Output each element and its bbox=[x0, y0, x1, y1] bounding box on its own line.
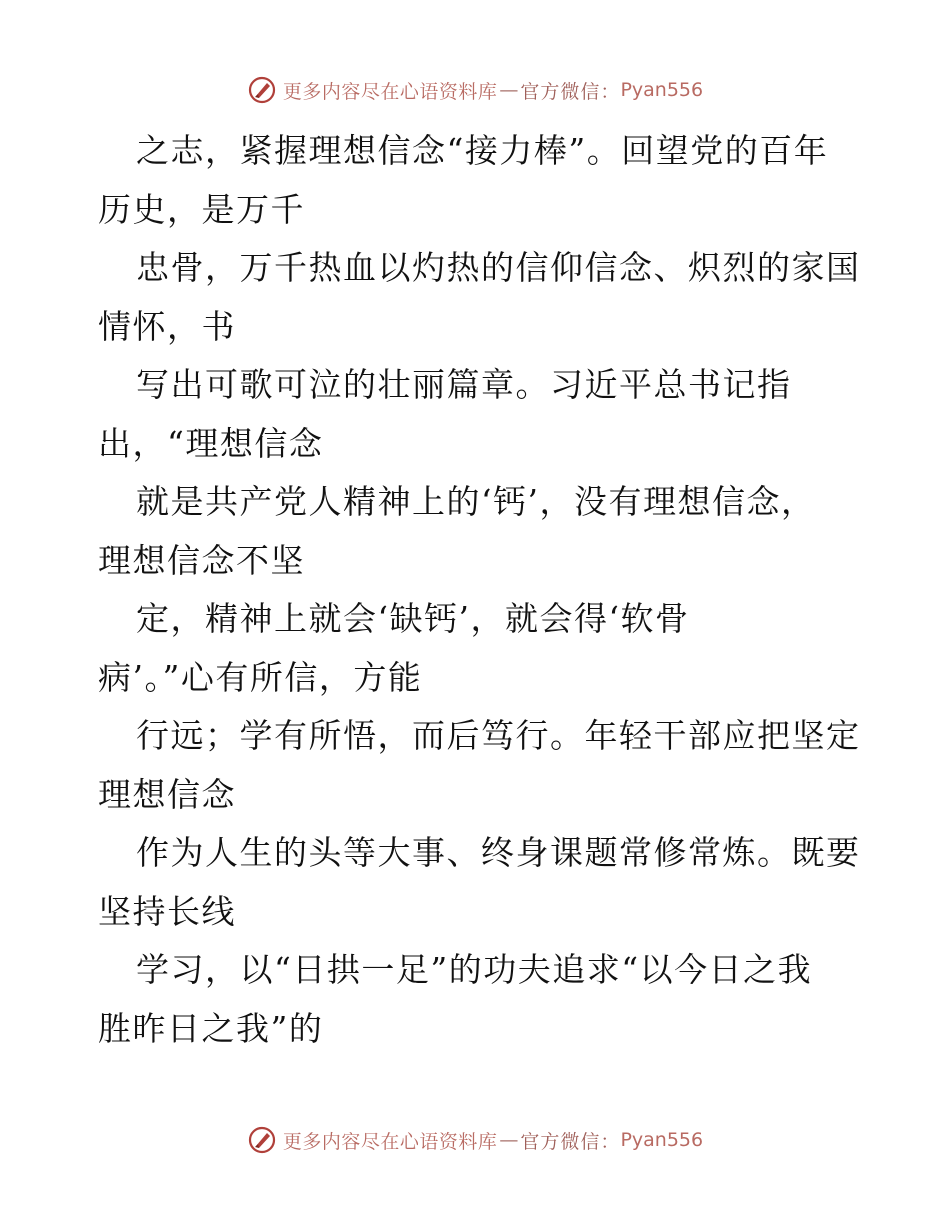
paragraph-first-line: 作为人生的头等大事、终身课题常修常炼。既要 bbox=[136, 833, 861, 872]
paragraph bbox=[98, 356, 868, 473]
paragraph-continuation: 历史，是万千 bbox=[98, 189, 305, 229]
header-site-text: 更多内容尽在心语资料库 bbox=[282, 80, 498, 103]
footer-banner bbox=[0, 1122, 950, 1158]
footer-site-text: 更多内容尽在心语资料库 bbox=[282, 1130, 498, 1153]
paragraph bbox=[98, 239, 868, 356]
header-wechat-id: Pyan556 bbox=[620, 79, 704, 101]
footer-dash: — bbox=[499, 1129, 519, 1151]
paragraph-first-line: 就是共产党人精神上的‘钙’，没有理想信念， bbox=[136, 482, 816, 521]
paragraph-continuation: 病’。”心有所信，方能 bbox=[98, 657, 423, 697]
paragraph bbox=[98, 122, 868, 239]
paragraph-first-line: 定，精神上就会‘缺钙’，就会得‘软骨 bbox=[136, 599, 690, 638]
article-body bbox=[98, 122, 868, 1058]
header-official-label: 官方微信： bbox=[520, 80, 621, 103]
footer-official-label: 官方微信： bbox=[520, 1130, 621, 1153]
pen-nib-logo-icon bbox=[247, 75, 277, 105]
paragraph-first-line: 学习，以“日拱一足”的功夫追求“以今日之我 bbox=[136, 950, 813, 989]
paragraph bbox=[98, 473, 868, 590]
paragraph-continuation: 理想信念 bbox=[98, 774, 236, 814]
paragraph-first-line: 之志，紧握理想信念“接力棒”。回望党的百年 bbox=[136, 131, 829, 170]
pen-nib-logo-icon bbox=[247, 1125, 277, 1155]
paragraph-continuation: 情怀，书 bbox=[98, 306, 236, 346]
header-banner bbox=[0, 72, 950, 108]
paragraph bbox=[98, 941, 868, 1058]
paragraph-first-line: 写出可歌可泣的壮丽篇章。习近平总书记指 bbox=[136, 365, 792, 404]
paragraph-first-line: 行远；学有所悟，而后笃行。年轻干部应把坚定 bbox=[136, 716, 861, 755]
paragraph bbox=[98, 824, 868, 941]
header-dash: — bbox=[499, 79, 519, 101]
paragraph-continuation: 出，“理想信念 bbox=[98, 423, 324, 463]
footer-wechat-id: Pyan556 bbox=[620, 1129, 704, 1151]
paragraph-continuation: 理想信念不坚 bbox=[98, 540, 305, 580]
paragraph-continuation: 坚持长线 bbox=[98, 891, 236, 931]
paragraph bbox=[98, 590, 868, 707]
paragraph bbox=[98, 707, 868, 824]
paragraph-continuation: 胜昨日之我”的 bbox=[98, 1008, 324, 1048]
paragraph-first-line: 忠骨，万千热血以灼热的信仰信念、炽烈的家国 bbox=[136, 248, 861, 287]
